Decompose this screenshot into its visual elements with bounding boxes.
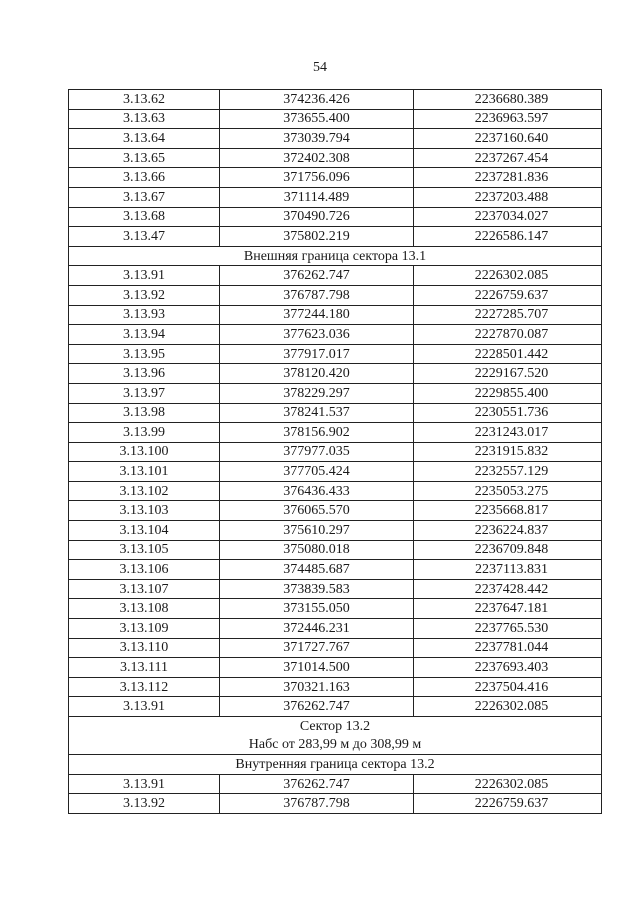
- section-heading-row: [69, 717, 602, 736]
- point-id-cell: 3.13.112: [69, 677, 220, 697]
- x-coordinate-cell: 373839.583: [220, 579, 414, 599]
- y-coordinate-cell: 2226302.085: [414, 266, 602, 286]
- table-row: [69, 501, 602, 521]
- point-id-cell: 3.13.47: [69, 227, 220, 247]
- x-coordinate-cell: 372402.308: [220, 148, 414, 168]
- y-coordinate-cell: 2237203.488: [414, 187, 602, 207]
- point-id-cell: 3.13.100: [69, 442, 220, 462]
- x-coordinate-cell: 371014.500: [220, 658, 414, 678]
- point-id-cell: 3.13.94: [69, 325, 220, 345]
- y-coordinate-cell: 2232557.129: [414, 462, 602, 482]
- y-coordinate-cell: 2237781.044: [414, 638, 602, 658]
- table-row: [69, 266, 602, 286]
- point-id-cell: 3.13.103: [69, 501, 220, 521]
- y-coordinate-cell: 2236963.597: [414, 109, 602, 129]
- y-coordinate-cell: 2237504.416: [414, 677, 602, 697]
- point-id-cell: 3.13.106: [69, 560, 220, 580]
- table-row: [69, 619, 602, 639]
- y-coordinate-cell: 2226586.147: [414, 227, 602, 247]
- section-heading: Внешняя граница сектора 13.1: [69, 246, 602, 266]
- table-row: [69, 129, 602, 149]
- x-coordinate-cell: 377917.017: [220, 344, 414, 364]
- x-coordinate-cell: 371114.489: [220, 187, 414, 207]
- x-coordinate-cell: 376065.570: [220, 501, 414, 521]
- point-id-cell: 3.13.93: [69, 305, 220, 325]
- y-coordinate-cell: 2235053.275: [414, 481, 602, 501]
- table-row: [69, 403, 602, 423]
- point-id-cell: 3.13.64: [69, 129, 220, 149]
- y-coordinate-cell: 2227870.087: [414, 325, 602, 345]
- point-id-cell: 3.13.92: [69, 794, 220, 814]
- table-row: [69, 540, 602, 560]
- x-coordinate-cell: 371756.096: [220, 168, 414, 188]
- y-coordinate-cell: 2231915.832: [414, 442, 602, 462]
- table-row: [69, 227, 602, 247]
- y-coordinate-cell: 2237765.530: [414, 619, 602, 639]
- point-id-cell: 3.13.65: [69, 148, 220, 168]
- y-coordinate-cell: 2237693.403: [414, 658, 602, 678]
- table-row: [69, 305, 602, 325]
- point-id-cell: 3.13.102: [69, 481, 220, 501]
- y-coordinate-cell: 2229167.520: [414, 364, 602, 384]
- table-row: [69, 148, 602, 168]
- y-coordinate-cell: 2231243.017: [414, 423, 602, 443]
- y-coordinate-cell: 2227285.707: [414, 305, 602, 325]
- point-id-cell: 3.13.110: [69, 638, 220, 658]
- y-coordinate-cell: 2237281.836: [414, 168, 602, 188]
- y-coordinate-cell: 2230551.736: [414, 403, 602, 423]
- x-coordinate-cell: 376262.747: [220, 774, 414, 794]
- y-coordinate-cell: 2236680.389: [414, 90, 602, 110]
- y-coordinate-cell: 2226302.085: [414, 774, 602, 794]
- y-coordinate-cell: 2229855.400: [414, 383, 602, 403]
- x-coordinate-cell: 378241.537: [220, 403, 414, 423]
- table-row: [69, 560, 602, 580]
- table-row: [69, 285, 602, 305]
- table-row: [69, 207, 602, 227]
- point-id-cell: 3.13.92: [69, 285, 220, 305]
- section-heading-row: [69, 755, 602, 775]
- x-coordinate-cell: 375610.297: [220, 521, 414, 541]
- table-row: [69, 423, 602, 443]
- point-id-cell: 3.13.66: [69, 168, 220, 188]
- x-coordinate-cell: 371727.767: [220, 638, 414, 658]
- point-id-cell: 3.13.63: [69, 109, 220, 129]
- y-coordinate-cell: 2237034.027: [414, 207, 602, 227]
- y-coordinate-cell: 2226302.085: [414, 697, 602, 717]
- y-coordinate-cell: 2237267.454: [414, 148, 602, 168]
- x-coordinate-cell: 373039.794: [220, 129, 414, 149]
- x-coordinate-cell: 377623.036: [220, 325, 414, 345]
- section-heading: Сектор 13.2: [69, 717, 602, 736]
- x-coordinate-cell: 375802.219: [220, 227, 414, 247]
- point-id-cell: 3.13.99: [69, 423, 220, 443]
- x-coordinate-cell: 376436.433: [220, 481, 414, 501]
- point-id-cell: 3.13.91: [69, 266, 220, 286]
- table-row: [69, 442, 602, 462]
- x-coordinate-cell: 377977.035: [220, 442, 414, 462]
- x-coordinate-cell: 377705.424: [220, 462, 414, 482]
- point-id-cell: 3.13.109: [69, 619, 220, 639]
- section-heading: Внутренняя граница сектора 13.2: [69, 755, 602, 775]
- coordinates-table: [68, 89, 602, 814]
- y-coordinate-cell: 2235668.817: [414, 501, 602, 521]
- x-coordinate-cell: 375080.018: [220, 540, 414, 560]
- x-coordinate-cell: 378156.902: [220, 423, 414, 443]
- point-id-cell: 3.13.107: [69, 579, 220, 599]
- x-coordinate-cell: 376787.798: [220, 794, 414, 814]
- point-id-cell: 3.13.96: [69, 364, 220, 384]
- y-coordinate-cell: 2237647.181: [414, 599, 602, 619]
- point-id-cell: 3.13.108: [69, 599, 220, 619]
- y-coordinate-cell: 2236709.848: [414, 540, 602, 560]
- y-coordinate-cell: 2237428.442: [414, 579, 602, 599]
- point-id-cell: 3.13.111: [69, 658, 220, 678]
- table-row: [69, 579, 602, 599]
- x-coordinate-cell: 372446.231: [220, 619, 414, 639]
- point-id-cell: 3.13.101: [69, 462, 220, 482]
- x-coordinate-cell: 378229.297: [220, 383, 414, 403]
- point-id-cell: 3.13.91: [69, 697, 220, 717]
- y-coordinate-cell: 2237113.831: [414, 560, 602, 580]
- y-coordinate-cell: 2237160.640: [414, 129, 602, 149]
- table-row: [69, 325, 602, 345]
- table-row: [69, 344, 602, 364]
- x-coordinate-cell: 374236.426: [220, 90, 414, 110]
- point-id-cell: 3.13.67: [69, 187, 220, 207]
- x-coordinate-cell: 374485.687: [220, 560, 414, 580]
- table-row: [69, 658, 602, 678]
- table-row: [69, 90, 602, 110]
- table-row: [69, 697, 602, 717]
- point-id-cell: 3.13.95: [69, 344, 220, 364]
- table-row: [69, 521, 602, 541]
- table-row: [69, 383, 602, 403]
- coordinates-table-body: [69, 90, 602, 814]
- point-id-cell: 3.13.98: [69, 403, 220, 423]
- point-id-cell: 3.13.104: [69, 521, 220, 541]
- x-coordinate-cell: 373155.050: [220, 599, 414, 619]
- x-coordinate-cell: 376262.747: [220, 266, 414, 286]
- point-id-cell: 3.13.62: [69, 90, 220, 110]
- x-coordinate-cell: 373655.400: [220, 109, 414, 129]
- point-id-cell: 3.13.97: [69, 383, 220, 403]
- point-id-cell: 3.13.68: [69, 207, 220, 227]
- y-coordinate-cell: 2236224.837: [414, 521, 602, 541]
- x-coordinate-cell: 370490.726: [220, 207, 414, 227]
- table-row: [69, 638, 602, 658]
- table-row: [69, 677, 602, 697]
- table-row: [69, 599, 602, 619]
- table-row: [69, 187, 602, 207]
- section-heading-row: [69, 736, 602, 755]
- table-row: [69, 462, 602, 482]
- table-row: [69, 774, 602, 794]
- table-row: [69, 364, 602, 384]
- x-coordinate-cell: 376787.798: [220, 285, 414, 305]
- x-coordinate-cell: 378120.420: [220, 364, 414, 384]
- table-row: [69, 168, 602, 188]
- table-row: [69, 794, 602, 814]
- x-coordinate-cell: 377244.180: [220, 305, 414, 325]
- point-id-cell: 3.13.105: [69, 540, 220, 560]
- y-coordinate-cell: 2228501.442: [414, 344, 602, 364]
- y-coordinate-cell: 2226759.637: [414, 794, 602, 814]
- table-row: [69, 481, 602, 501]
- point-id-cell: 3.13.91: [69, 774, 220, 794]
- table-row: [69, 109, 602, 129]
- x-coordinate-cell: 376262.747: [220, 697, 414, 717]
- x-coordinate-cell: 370321.163: [220, 677, 414, 697]
- y-coordinate-cell: 2226759.637: [414, 285, 602, 305]
- section-heading-row: [69, 246, 602, 266]
- section-heading: Набс от 283,99 м до 308,99 м: [69, 736, 602, 755]
- page-number: 54: [313, 60, 327, 75]
